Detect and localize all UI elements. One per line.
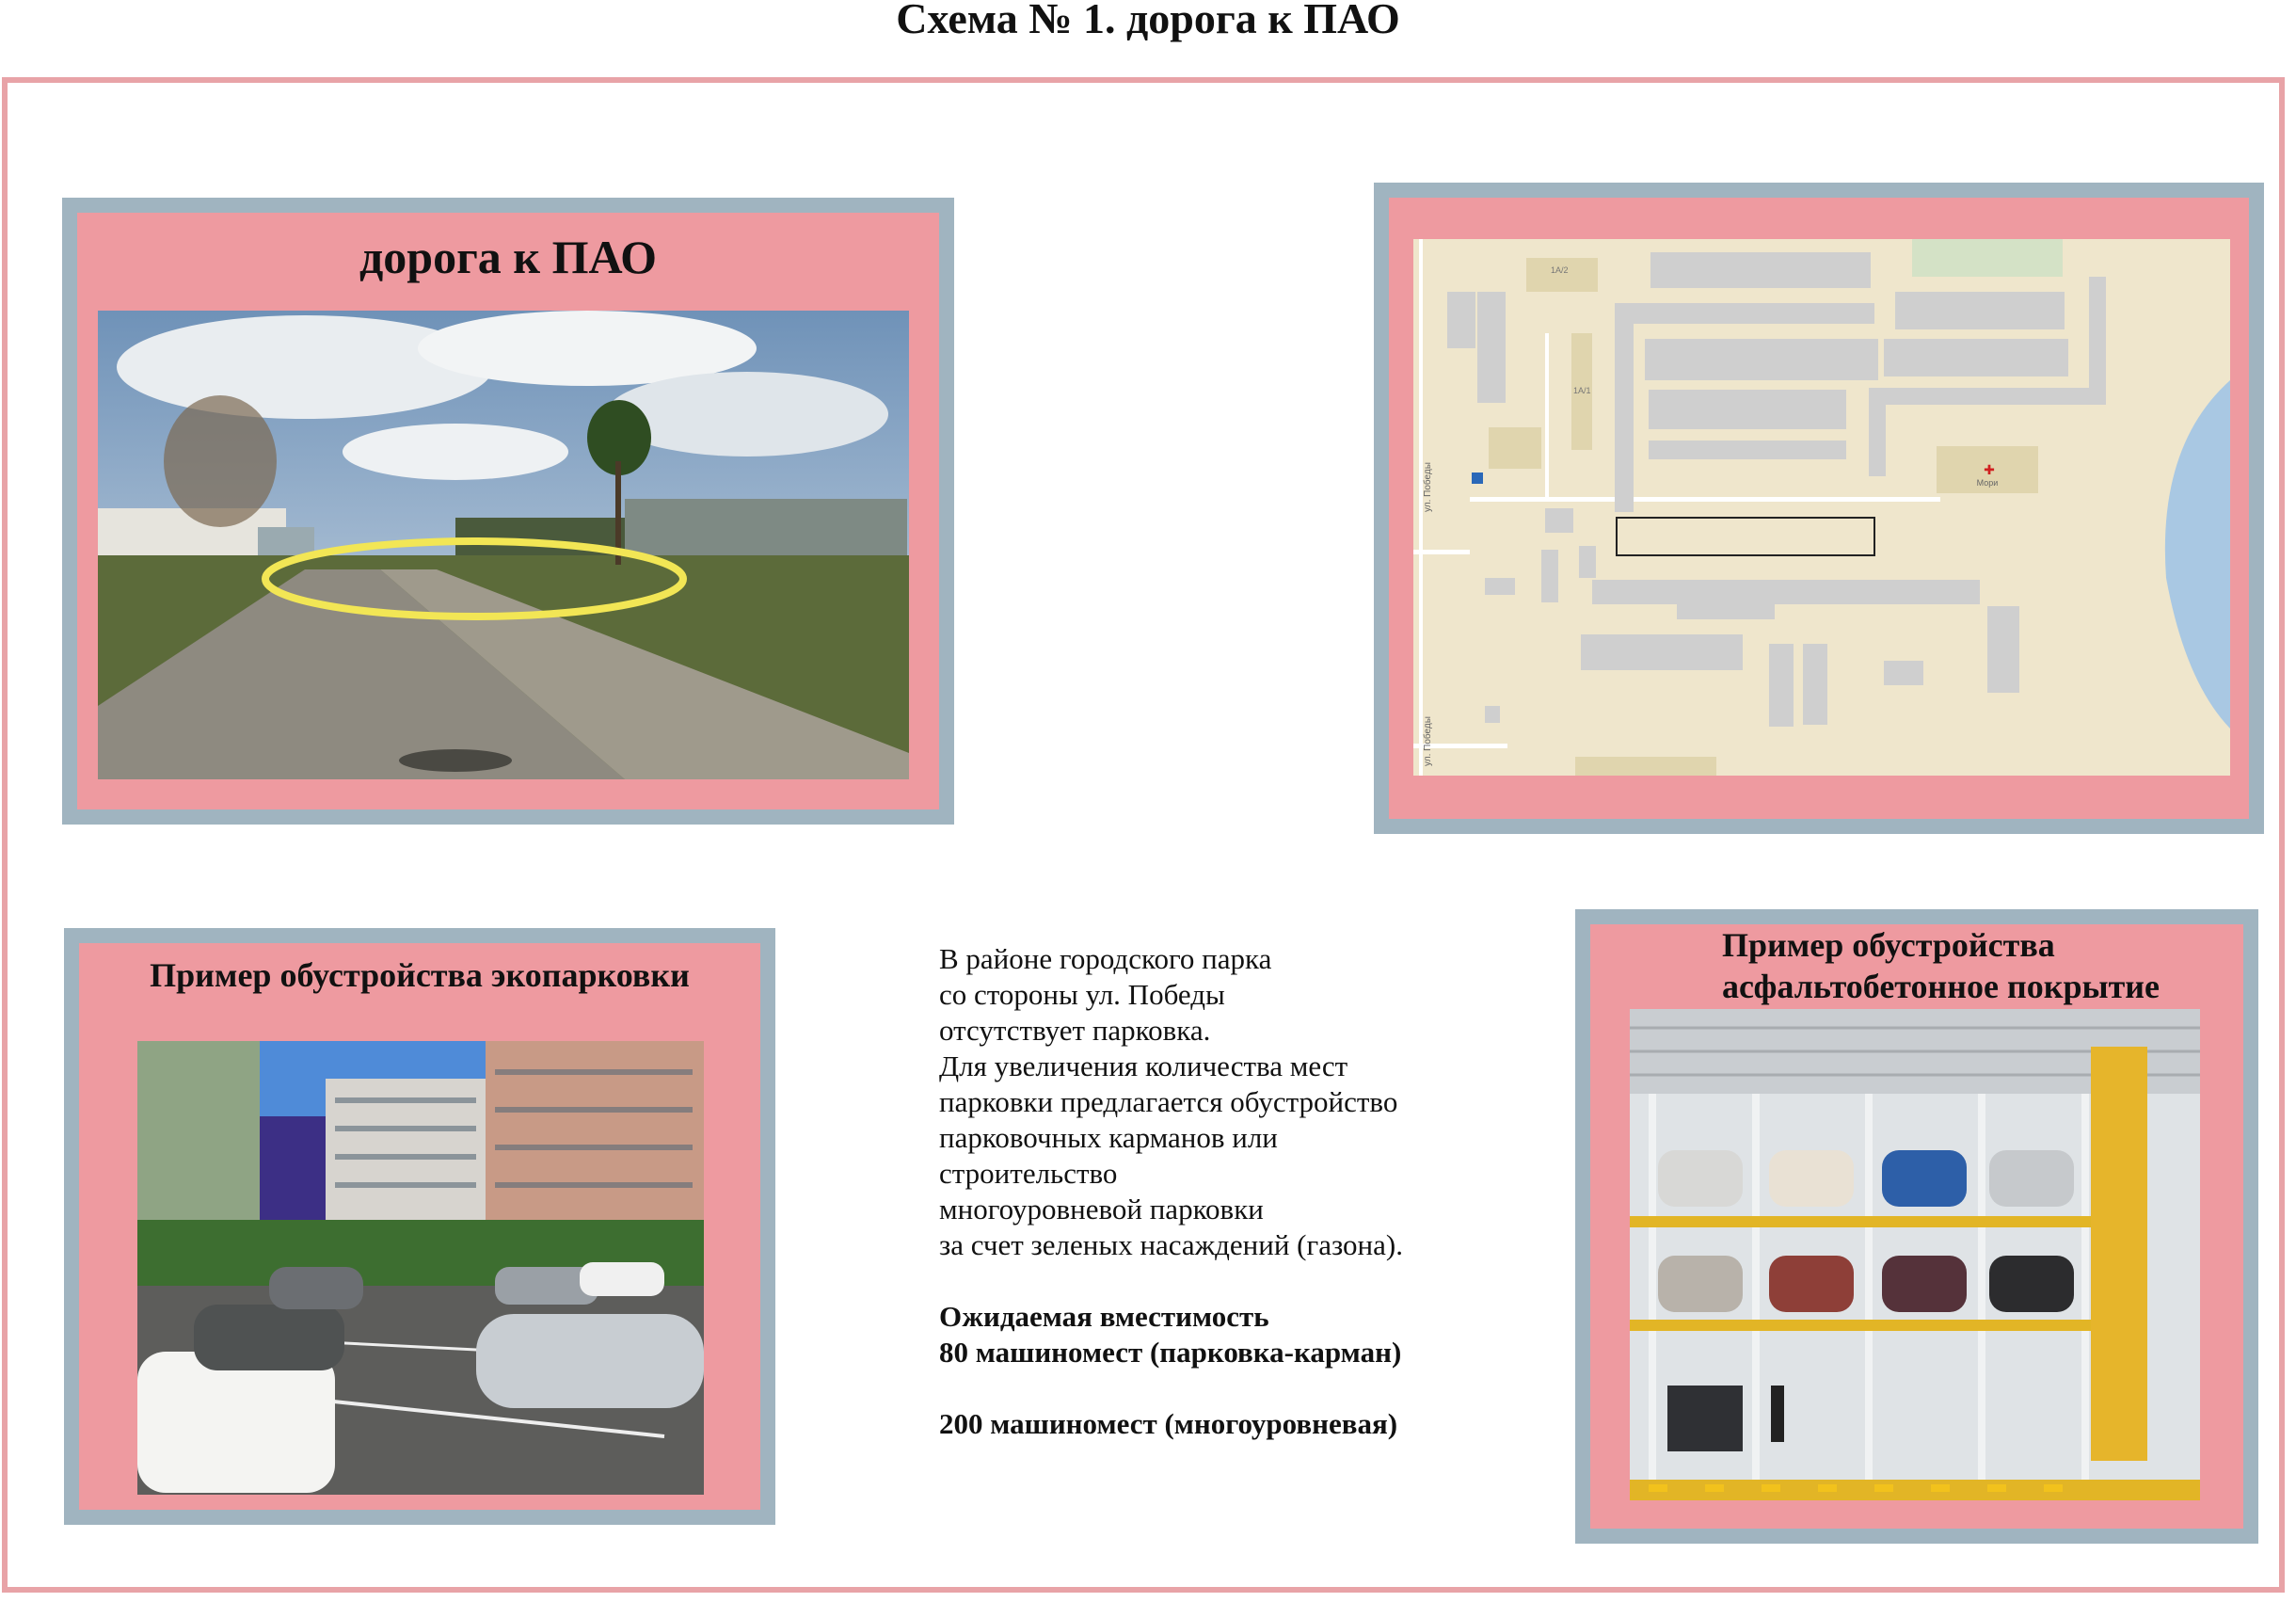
description-line: В районе городского парка bbox=[939, 942, 1272, 975]
map-label-building-1: 1А/2 bbox=[1551, 265, 1569, 275]
capacity-multilevel: 200 машиномест (многоуровневая) bbox=[939, 1407, 1398, 1440]
panel-asphalt-parking bbox=[1575, 909, 2258, 1544]
panel-asphalt-title-line-2: асфальтобетонное покрытие bbox=[1722, 968, 2160, 1005]
description-line: со стороны ул. Победы bbox=[939, 978, 1225, 1011]
capacity-heading: Ожидаемая вместимость bbox=[939, 1300, 1269, 1333]
eco-parking-photo bbox=[137, 1041, 704, 1495]
multilevel-parking-photo bbox=[1630, 1009, 2200, 1500]
panel-map bbox=[1374, 183, 2264, 834]
road-photo bbox=[98, 311, 909, 779]
description-line: за счет зеленых насаждений (газона). bbox=[939, 1228, 1403, 1261]
panel-road-title: дорога к ПАО bbox=[359, 231, 657, 283]
panel-eco-parking bbox=[64, 928, 775, 1525]
capacity-pocket: 80 машиномест (парковка-карман) bbox=[939, 1336, 1402, 1369]
page-title: Схема № 1. дорога к ПАО bbox=[896, 0, 1400, 42]
area-map bbox=[1413, 239, 2230, 776]
description-spacer bbox=[939, 1370, 1541, 1406]
description-line: парковки предлагается обустройство bbox=[939, 1085, 1398, 1118]
panel-map-inner bbox=[1389, 198, 2249, 819]
description-line: Для увеличения количества мест bbox=[939, 1049, 1348, 1082]
map-label-poi: Мори bbox=[1976, 478, 1999, 488]
description-line: парковочных карманов или bbox=[939, 1121, 1278, 1154]
description-line: строительство bbox=[939, 1157, 1118, 1190]
map-label-building-2: 1А/1 bbox=[1573, 386, 1591, 395]
map-label-street-1: ул. Победы bbox=[1423, 462, 1433, 512]
description-spacer bbox=[939, 1263, 1541, 1299]
panel-eco-title: Пример обустройства экопарковки bbox=[150, 956, 690, 994]
pharmacy-icon: ✚ bbox=[1984, 462, 1995, 477]
panel-asphalt-title bbox=[1722, 924, 2243, 1007]
map-label-street-2: ул. Победы bbox=[1423, 716, 1433, 766]
panel-asphalt-inner bbox=[1590, 924, 2243, 1529]
panel-eco-inner bbox=[79, 943, 760, 1510]
panel-road bbox=[62, 198, 954, 825]
description-block bbox=[939, 941, 1541, 1442]
description-line: многоуровневой парковки bbox=[939, 1193, 1264, 1226]
panel-road-inner bbox=[77, 213, 939, 809]
description-line: отсутствует парковка. bbox=[939, 1014, 1211, 1047]
panel-asphalt-title-line-1: Пример обустройства bbox=[1722, 926, 2055, 964]
